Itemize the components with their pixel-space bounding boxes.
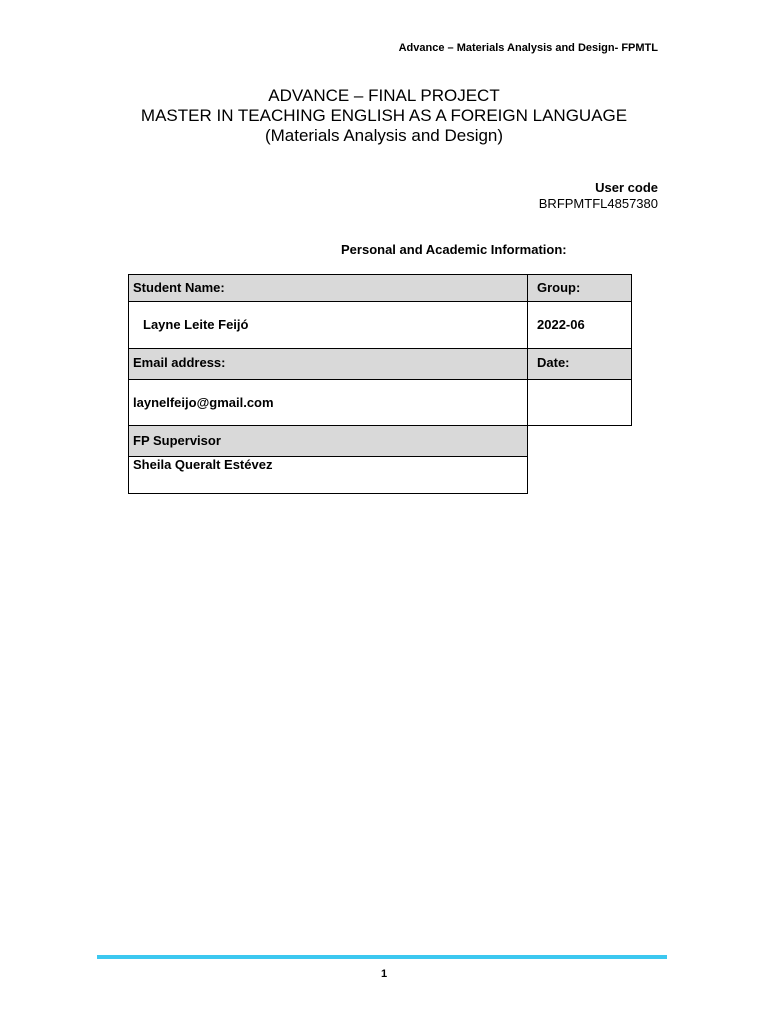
title-line-2: MASTER IN TEACHING ENGLISH AS A FOREIGN LANGUAGE: [140, 106, 628, 125]
section-heading: Personal and Academic Information:: [341, 242, 567, 257]
title-line-3: (Materials Analysis and Design): [264, 126, 504, 145]
student-name-label-cell: [128, 274, 528, 302]
page-number: 1: [380, 968, 388, 980]
title-line-1: ADVANCE – FINAL PROJECT: [268, 86, 500, 105]
date-label: Date:: [537, 355, 570, 370]
group-value: 2022-06: [537, 317, 585, 332]
document-title: [0, 86, 768, 146]
supervisor-value-cell: [128, 456, 528, 494]
group-value-cell: [527, 301, 632, 349]
email-label: Email address:: [133, 355, 226, 370]
email-value-cell: [128, 379, 528, 426]
supervisor-value: Sheila Queralt Estévez: [133, 457, 273, 472]
supervisor-label-cell: [128, 425, 528, 457]
running-header: Advance – Materials Analysis and Design- FPMTL: [398, 42, 658, 54]
student-name-value-cell: [128, 301, 528, 349]
email-value: laynelfeijo@gmail.com: [133, 395, 274, 410]
email-label-cell: [128, 348, 528, 380]
group-label: Group:: [537, 280, 581, 295]
footer-rule: [97, 955, 667, 959]
date-label-cell: [527, 348, 632, 380]
user-code-block: [539, 180, 658, 212]
date-value-cell: [527, 379, 632, 426]
user-code-label: User code: [595, 180, 658, 195]
student-name-label: Student Name:: [133, 280, 225, 295]
student-name-value: Layne Leite Feijó: [143, 317, 249, 332]
supervisor-label: FP Supervisor: [133, 433, 221, 448]
user-code-value: BRFPMTFL4857380: [538, 196, 658, 211]
group-label-cell: [527, 274, 632, 302]
